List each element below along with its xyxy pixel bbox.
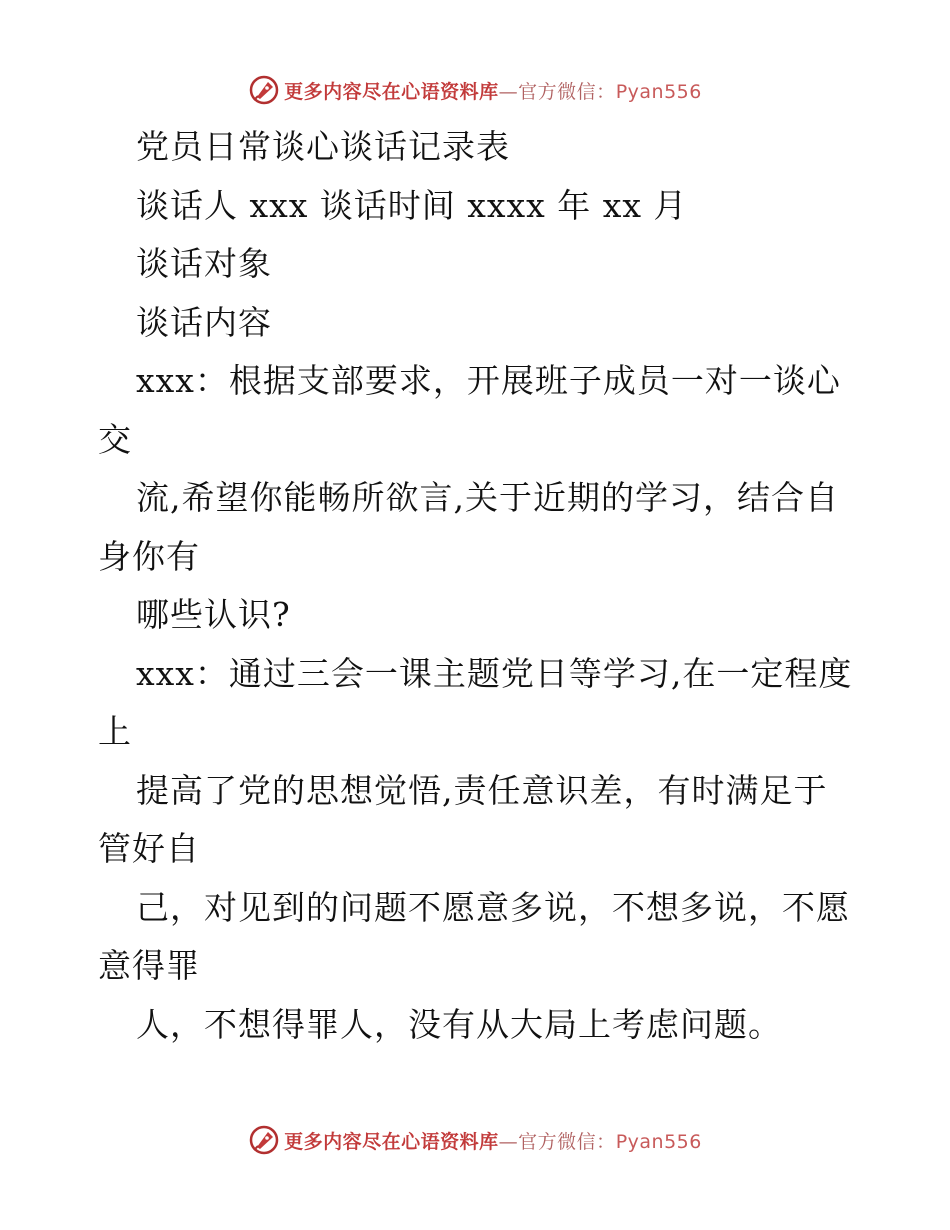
- text-line: 流,希望你能畅所欲言,关于近期的学习，结合自: [136, 478, 839, 517]
- watermark-id: Pyan556: [615, 80, 702, 103]
- text-line: 哪些认识?: [136, 595, 291, 634]
- pen-nib-icon: [248, 1124, 280, 1156]
- text-line: 上: [98, 712, 132, 751]
- text-line: 意得罪: [98, 946, 200, 985]
- watermark-sub: —官方微信：: [498, 1130, 616, 1153]
- text-line: xxx：根据支部要求，开展班子成员一对一谈心: [136, 361, 841, 400]
- watermark-main: 更多内容尽在心语资料库: [284, 1130, 499, 1153]
- text-line: 谈话对象: [136, 244, 272, 283]
- text-line: 谈话内容: [136, 302, 272, 342]
- text-line: 党员日常谈心谈话记录表: [136, 127, 510, 166]
- text-line: 己，对见到的问题不愿意多说，不想多说，不愿: [136, 887, 850, 927]
- watermark-main: 更多内容尽在心语资料库: [284, 80, 499, 103]
- document-body: [98, 118, 858, 1054]
- watermark-text: [284, 77, 702, 104]
- text-line: xxx：通过三会一课主题党日等学习,在一定程度: [136, 653, 853, 693]
- text-line: 谈话人 xxx 谈话时间 xxxx 年 xx 月: [136, 185, 688, 225]
- watermark-text: [284, 1127, 702, 1154]
- text-line: 人，不想得罪人，没有从大局上考虑问题。: [136, 1004, 782, 1044]
- text-line: 提高了党的思想觉悟,责任意识差，有时满足于: [136, 770, 828, 810]
- text-line: 管好自: [98, 829, 200, 868]
- footer-watermark: [0, 1120, 950, 1160]
- watermark-sub: —官方微信：: [498, 80, 616, 103]
- pen-nib-icon: [248, 74, 280, 106]
- text-line: 交: [98, 419, 132, 459]
- watermark-id: Pyan556: [615, 1130, 702, 1153]
- header-watermark: [0, 70, 950, 110]
- text-line: 身你有: [98, 536, 200, 576]
